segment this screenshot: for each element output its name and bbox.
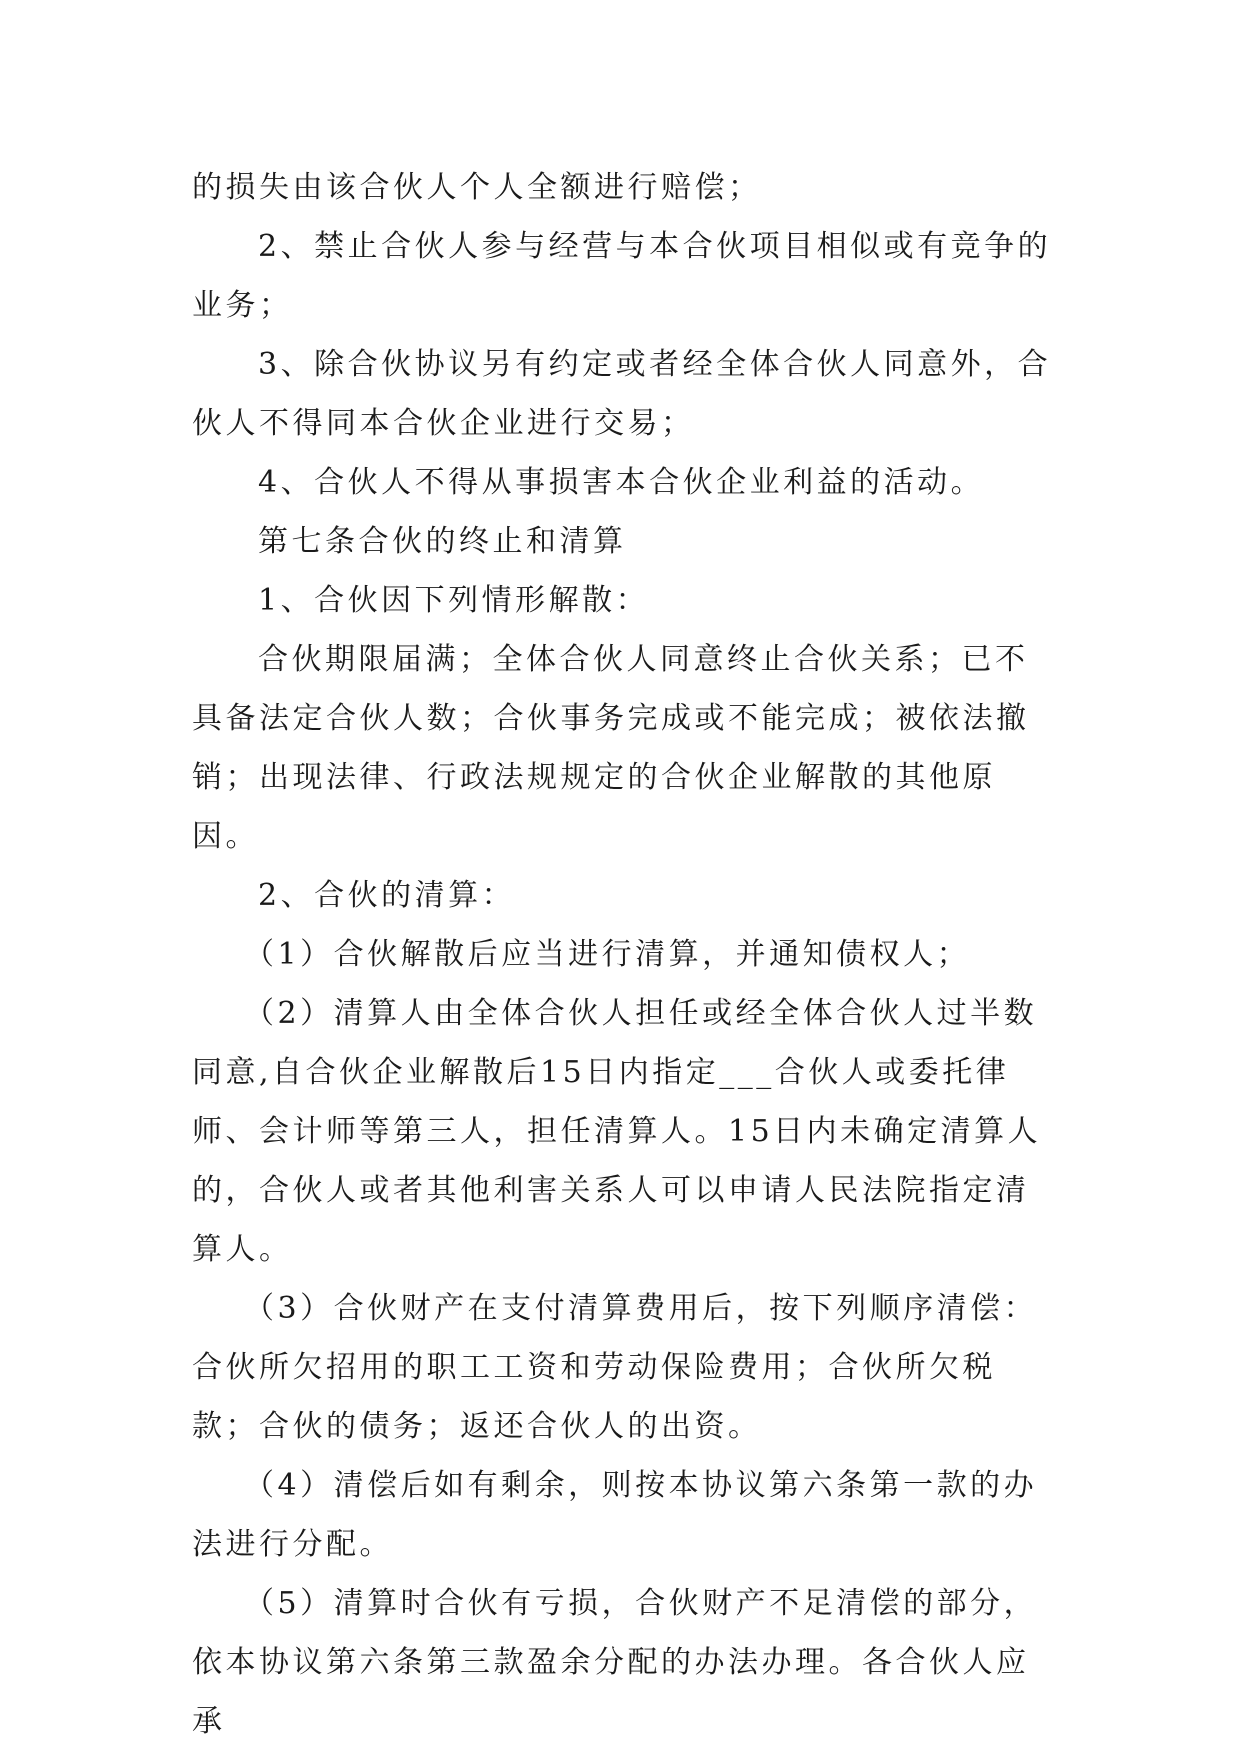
- paragraph-liquidation-1: （1）合伙解散后应当进行清算，并通知债权人；: [244, 937, 971, 972]
- paragraph-dissolution-intro: 1、合伙因下列情形解散：: [258, 583, 650, 618]
- paragraph-liquidation-2: （2）清算人由全体合伙人担任或经全体合伙人过半数同意,自合伙企业解散后15日内指定___合伙人或委托律师、会计师等第三人，担任清算人。15日内未确定清算人的，合伙人或者其他利害关系人可以申请人民法院指定清算人。: [192, 996, 1042, 1267]
- paragraph-liquidation-5: （5）清算时合伙有亏损，合伙财产不足清偿的部分，依本协议第六条第三款盈余分配的办法办理。各合伙人应承: [192, 1586, 1038, 1739]
- paragraph-no-transaction: 3、除合伙协议另有约定或者经全体合伙人同意外，合伙人不得同本合伙企业进行交易；: [192, 347, 1052, 441]
- paragraph-liquidation-4: （4）清偿后如有剩余，则按本协议第六条第一款的办法进行分配。: [192, 1468, 1038, 1562]
- paragraph-liquidation-3: （3）合伙财产在支付清算费用后，按下列顺序清偿：合伙所欠招用的职工工资和劳动保险费用；合伙所欠税款；合伙的债务；返还合伙人的出资。: [192, 1291, 1038, 1444]
- document-body: [192, 158, 1054, 1751]
- article-seven-heading: 第七条合伙的终止和清算: [258, 524, 627, 559]
- paragraph-loss-compensation: 的损失由该合伙人个人全额进行赔偿；: [192, 170, 762, 205]
- paragraph-dissolution-reasons: 合伙期限届满；全体合伙人同意终止合伙关系；已不具备法定合伙人数；合伙事务完成或不能完成；被依法撤销；出现法律、行政法规规定的合伙企业解散的其他原因。: [192, 642, 1030, 854]
- paragraph-liquidation-intro: 2、合伙的清算：: [258, 878, 516, 913]
- paragraph-no-competition: 2、禁止合伙人参与经营与本合伙项目相似或有竞争的业务；: [192, 229, 1052, 323]
- paragraph-no-harm: 4、合伙人不得从事损害本合伙企业利益的活动。: [258, 465, 985, 500]
